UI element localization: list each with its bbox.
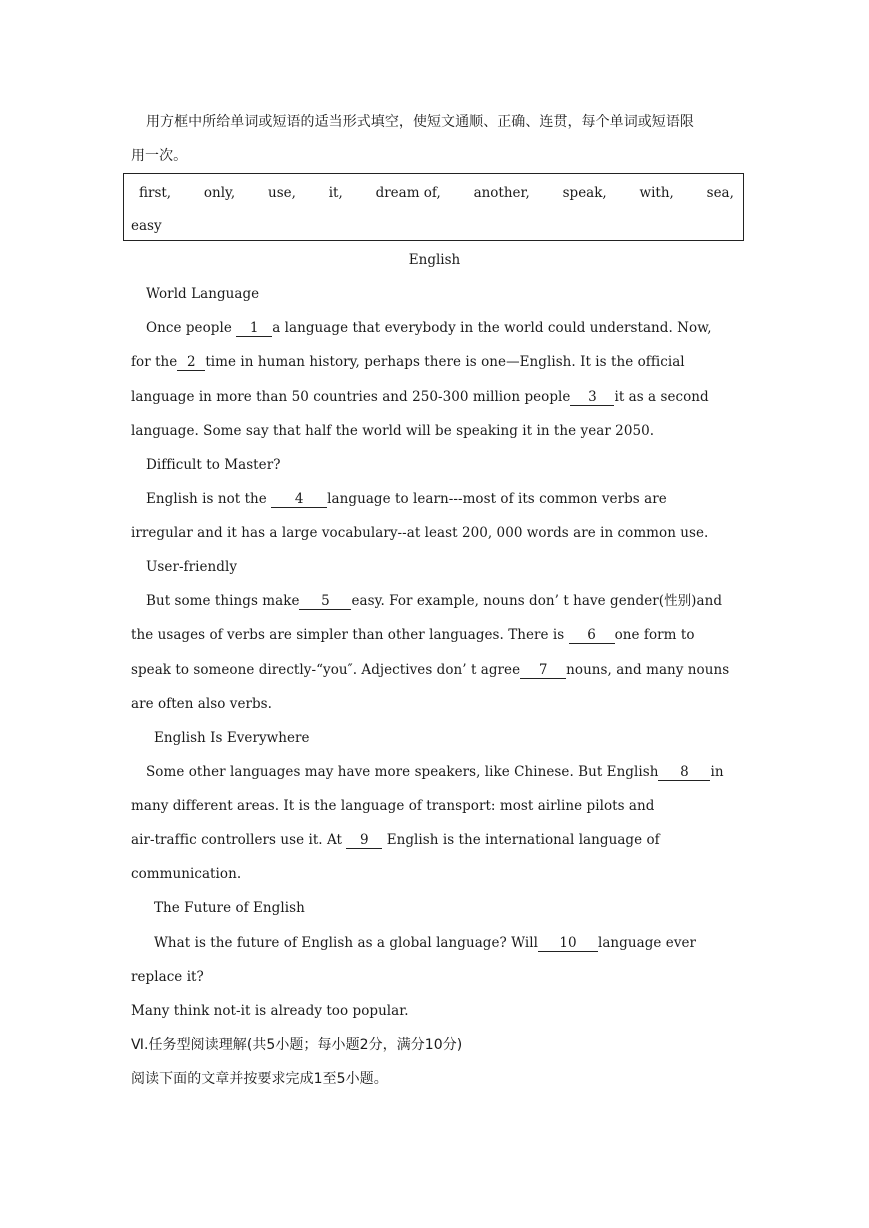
blank-1[interactable]: 1 [236,320,272,337]
word-sea: sea, [706,185,734,201]
paragraph-line: What is the future of English as a global language? Will 10 language ever [154,935,697,951]
paragraph-line: English is not the 4 language to learn---most of its common verbs are [146,491,667,507]
blank-2[interactable]: 2 [177,354,205,371]
word-easy: easy [131,218,162,234]
paragraph-line: the usages of verbs are simpler than other languages. There is 6 one form to [131,627,695,643]
word-use: use, [268,185,296,201]
paragraph-line: Some other languages may have more speakers, like Chinese. But English 8 in [146,764,724,780]
section-heading-future-of-english: The Future of English [154,900,305,916]
paragraph-line: are often also verbs. [131,696,273,712]
blank-6[interactable]: 6 [569,627,615,644]
blank-10[interactable]: 10 [538,935,598,952]
word-it: it, [328,185,343,201]
section-vi-instruction: 阅读下面的文章并按要求完成1至5小题。 [131,1071,388,1087]
word-with: with, [639,185,674,201]
blank-8[interactable]: 8 [658,764,710,781]
blank-9[interactable]: 9 [346,832,382,849]
paragraph-line: communication. [131,866,242,882]
blank-4[interactable]: 4 [271,491,327,508]
paragraph-line: Many think not-it is already too popular. [131,1003,409,1019]
blank-7[interactable]: 7 [520,662,566,679]
blank-3[interactable]: 3 [570,389,614,406]
word-another: another, [473,185,530,201]
section-heading-user-friendly: User-friendly [146,559,237,575]
paragraph-line: But some things make 5 easy. For example, nouns don’ t have gender(性别)and [146,593,723,609]
paragraph-line: replace it? [131,969,204,985]
section-heading-difficult-to-master: Difficult to Master? [146,457,281,473]
paragraph-line: many different areas. It is the language of transport: most airline pilots and [131,798,655,814]
paragraph-line: Once people 1 a language that everybody in the world could understand. Now, [146,320,712,336]
paragraph-line: language. Some say that half the world will be speaking it in the year 2050. [131,423,655,439]
paragraph-line: speak to someone directly-“you″. Adjectives don’ t agree 7 nouns, and many nouns [131,662,730,678]
word-only: only, [203,185,236,201]
paragraph-line: language in more than 50 countries and 250-300 million people 3 it as a second [131,389,709,405]
word-dream-of: dream of, [375,185,441,201]
paragraph-line: irregular and it has a large vocabulary--at least 200, 000 words are in common use. [131,525,709,541]
section-heading-english-is-everywhere: English Is Everywhere [154,730,310,746]
blank-5[interactable]: 5 [299,593,351,610]
passage-title: English [408,252,461,268]
section-heading-world-language: World Language [146,286,260,302]
word-first: first, [139,185,172,201]
instruction-line-2: 用一次。 [131,148,188,164]
word-box [123,173,744,241]
paragraph-line: air-traffic controllers use it. At 9 English is the international language of [131,832,660,848]
word-box-row [139,183,734,203]
paragraph-line: for the 2 time in human history, perhaps there is one—English. It is the official [131,354,685,370]
word-speak: speak, [562,185,607,201]
section-vi-heading: Ⅵ.任务型阅读理解(共5小题；每小题2分，满分10分) [131,1037,463,1053]
instruction-line-1: 用方框中所给单词或短语的适当形式填空，使短文通顺、正确、连贯，每个单词或短语限 [146,114,694,130]
